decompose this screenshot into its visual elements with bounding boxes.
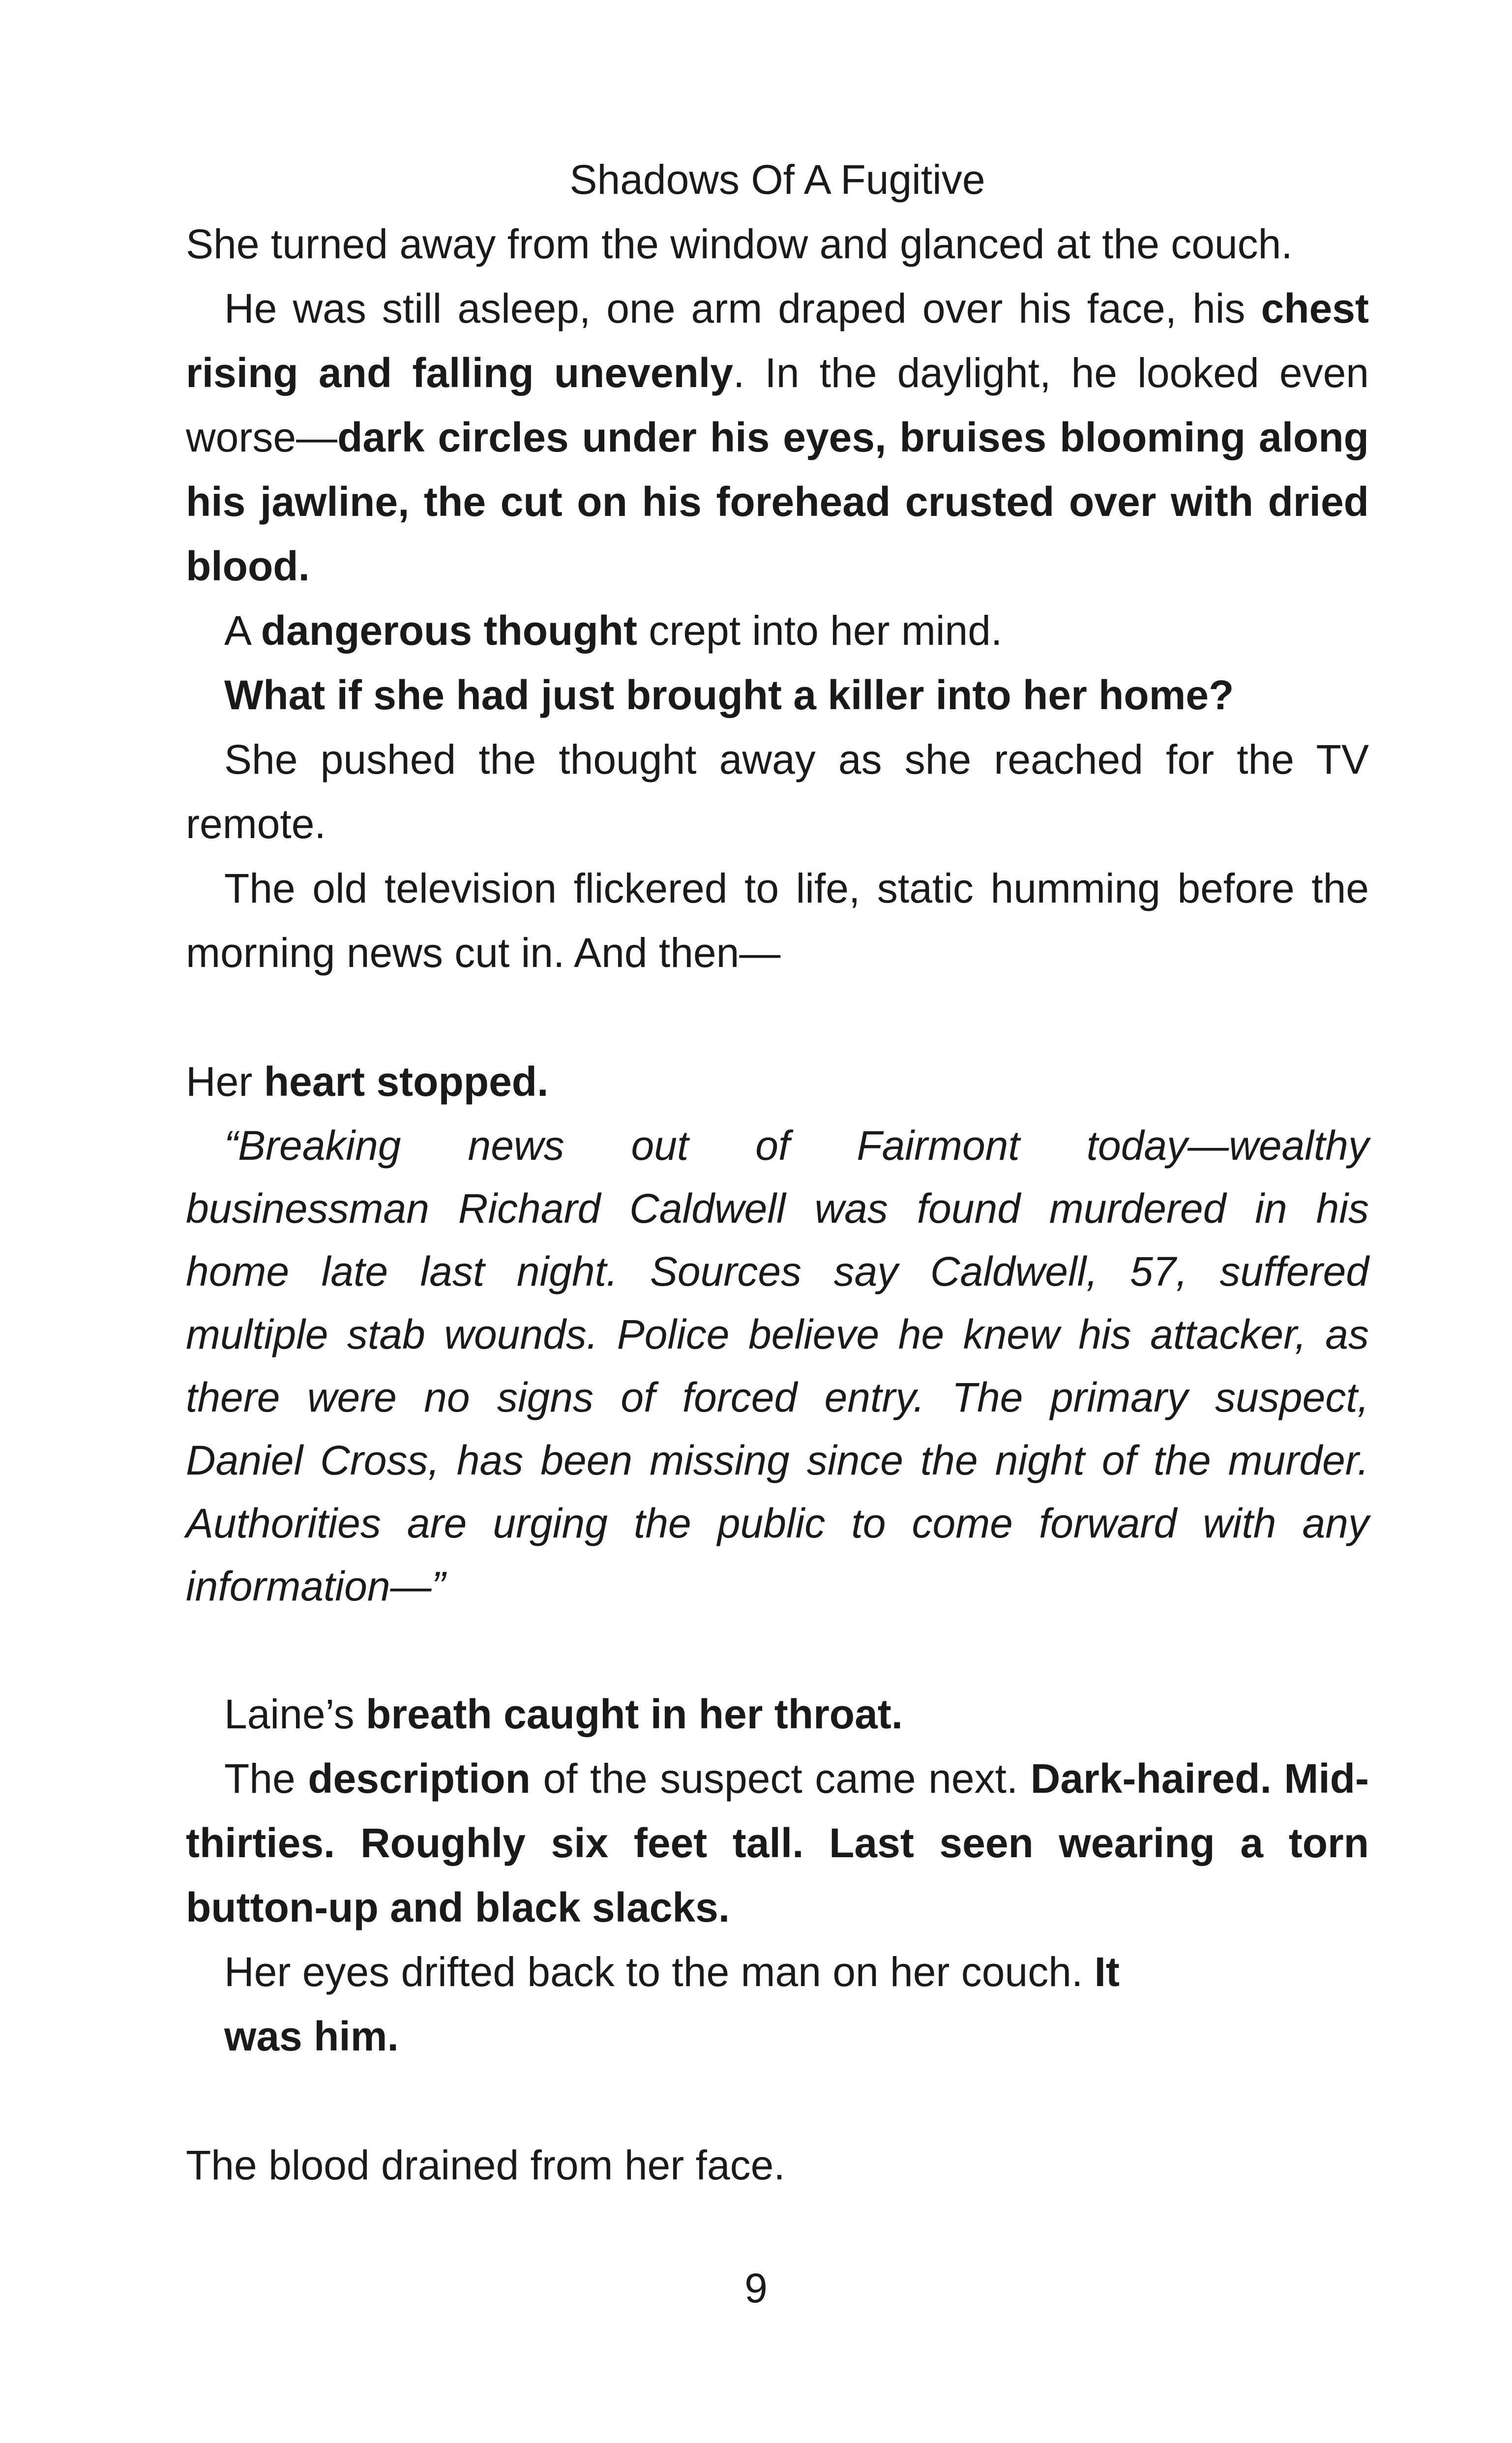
paragraph-10-bold-b: was him. bbox=[224, 2013, 399, 2059]
paragraph-10-continued bbox=[186, 2004, 1369, 2069]
blank-line bbox=[186, 985, 1369, 1050]
blank-line bbox=[186, 2069, 1369, 2133]
paragraph-9-bold-a: description bbox=[308, 1755, 531, 1802]
paragraph-3-text-a: A bbox=[224, 607, 261, 654]
paragraph-3-bold: dangerous thought bbox=[261, 607, 637, 654]
paragraph-2-text-a: He was still asleep, one arm draped over his face, his bbox=[224, 285, 1261, 332]
paragraph-10-text: Her eyes drifted back to the man on her couch. bbox=[224, 1949, 1095, 1995]
paragraph-9-bold-b: Dark-haired. Mid-thirties. Roughly six feet tall. Last seen wearing a torn button-up and black slacks. bbox=[186, 1755, 1369, 1930]
news-line: multiple stab wounds. Police believe he knew his attacker, as bbox=[186, 1311, 1369, 1357]
paragraph-4-bold: What if she had just brought a killer into her home? bbox=[224, 672, 1234, 718]
paragraph-11: The blood drained from her face. bbox=[186, 2142, 785, 2188]
news-line: there were no signs of forced entry. The primary suspect, bbox=[186, 1374, 1369, 1420]
page-number: 9 bbox=[744, 2265, 768, 2311]
news-line: Daniel Cross, has been missing since the night of the murder. bbox=[186, 1437, 1369, 1483]
paragraph-2-bold-a: chest rising and falling unevenly bbox=[186, 285, 1369, 396]
blank-line bbox=[186, 1618, 1369, 1682]
paragraph-3 bbox=[186, 599, 1369, 663]
paragraph-5: She pushed the thought away as she reached for the TV remote. bbox=[186, 736, 1369, 847]
news-line: information—” bbox=[186, 1563, 445, 1609]
news-line: businessman Richard Caldwell was found murdered in his bbox=[186, 1185, 1369, 1232]
paragraph-10-bold-a: It bbox=[1094, 1949, 1120, 1995]
paragraph-10 bbox=[186, 1940, 1369, 2004]
paragraph-2-text-b: . In the daylight, he looked even worse— bbox=[186, 350, 1369, 460]
running-header: Shadows Of A Fugitive bbox=[569, 156, 985, 203]
paragraph-8-text: Laine’s bbox=[224, 1691, 366, 1737]
paragraph-9-text-a: The bbox=[224, 1755, 308, 1802]
news-line: “Breaking news out of Fairmont today—wealthy bbox=[224, 1122, 1369, 1169]
paragraph-4 bbox=[186, 663, 1369, 727]
paragraph-7 bbox=[186, 1050, 1369, 1114]
paragraph-1: She turned away from the window and glanced at the couch. bbox=[186, 221, 1293, 267]
paragraph-3-text-b: crept into her mind. bbox=[637, 607, 1003, 654]
book-page bbox=[186, 148, 1369, 2198]
paragraph-2 bbox=[186, 276, 1369, 599]
paragraph-7-text: Her bbox=[186, 1058, 264, 1105]
news-line: Authorities are urging the public to come forward with any bbox=[186, 1500, 1369, 1546]
paragraph-7-bold: heart stopped. bbox=[264, 1058, 549, 1105]
paragraph-9-text-b: of the suspect came next. bbox=[530, 1755, 1031, 1802]
paragraph-8 bbox=[186, 1682, 1369, 1747]
paragraph-6: The old television flickered to life, static humming before the morning news cut in. And then— bbox=[186, 865, 1369, 976]
paragraph-8-bold: breath caught in her throat. bbox=[366, 1691, 903, 1737]
paragraph-9 bbox=[186, 1747, 1369, 1940]
news-quote bbox=[186, 1114, 1369, 1618]
news-line: home late last night. Sources say Caldwell, 57, suffered bbox=[186, 1248, 1369, 1295]
paragraph-2-bold-b: dark circles under his eyes, bruises blooming along his jawline, the cut on his forehead crusted over with dried blood. bbox=[186, 414, 1369, 589]
